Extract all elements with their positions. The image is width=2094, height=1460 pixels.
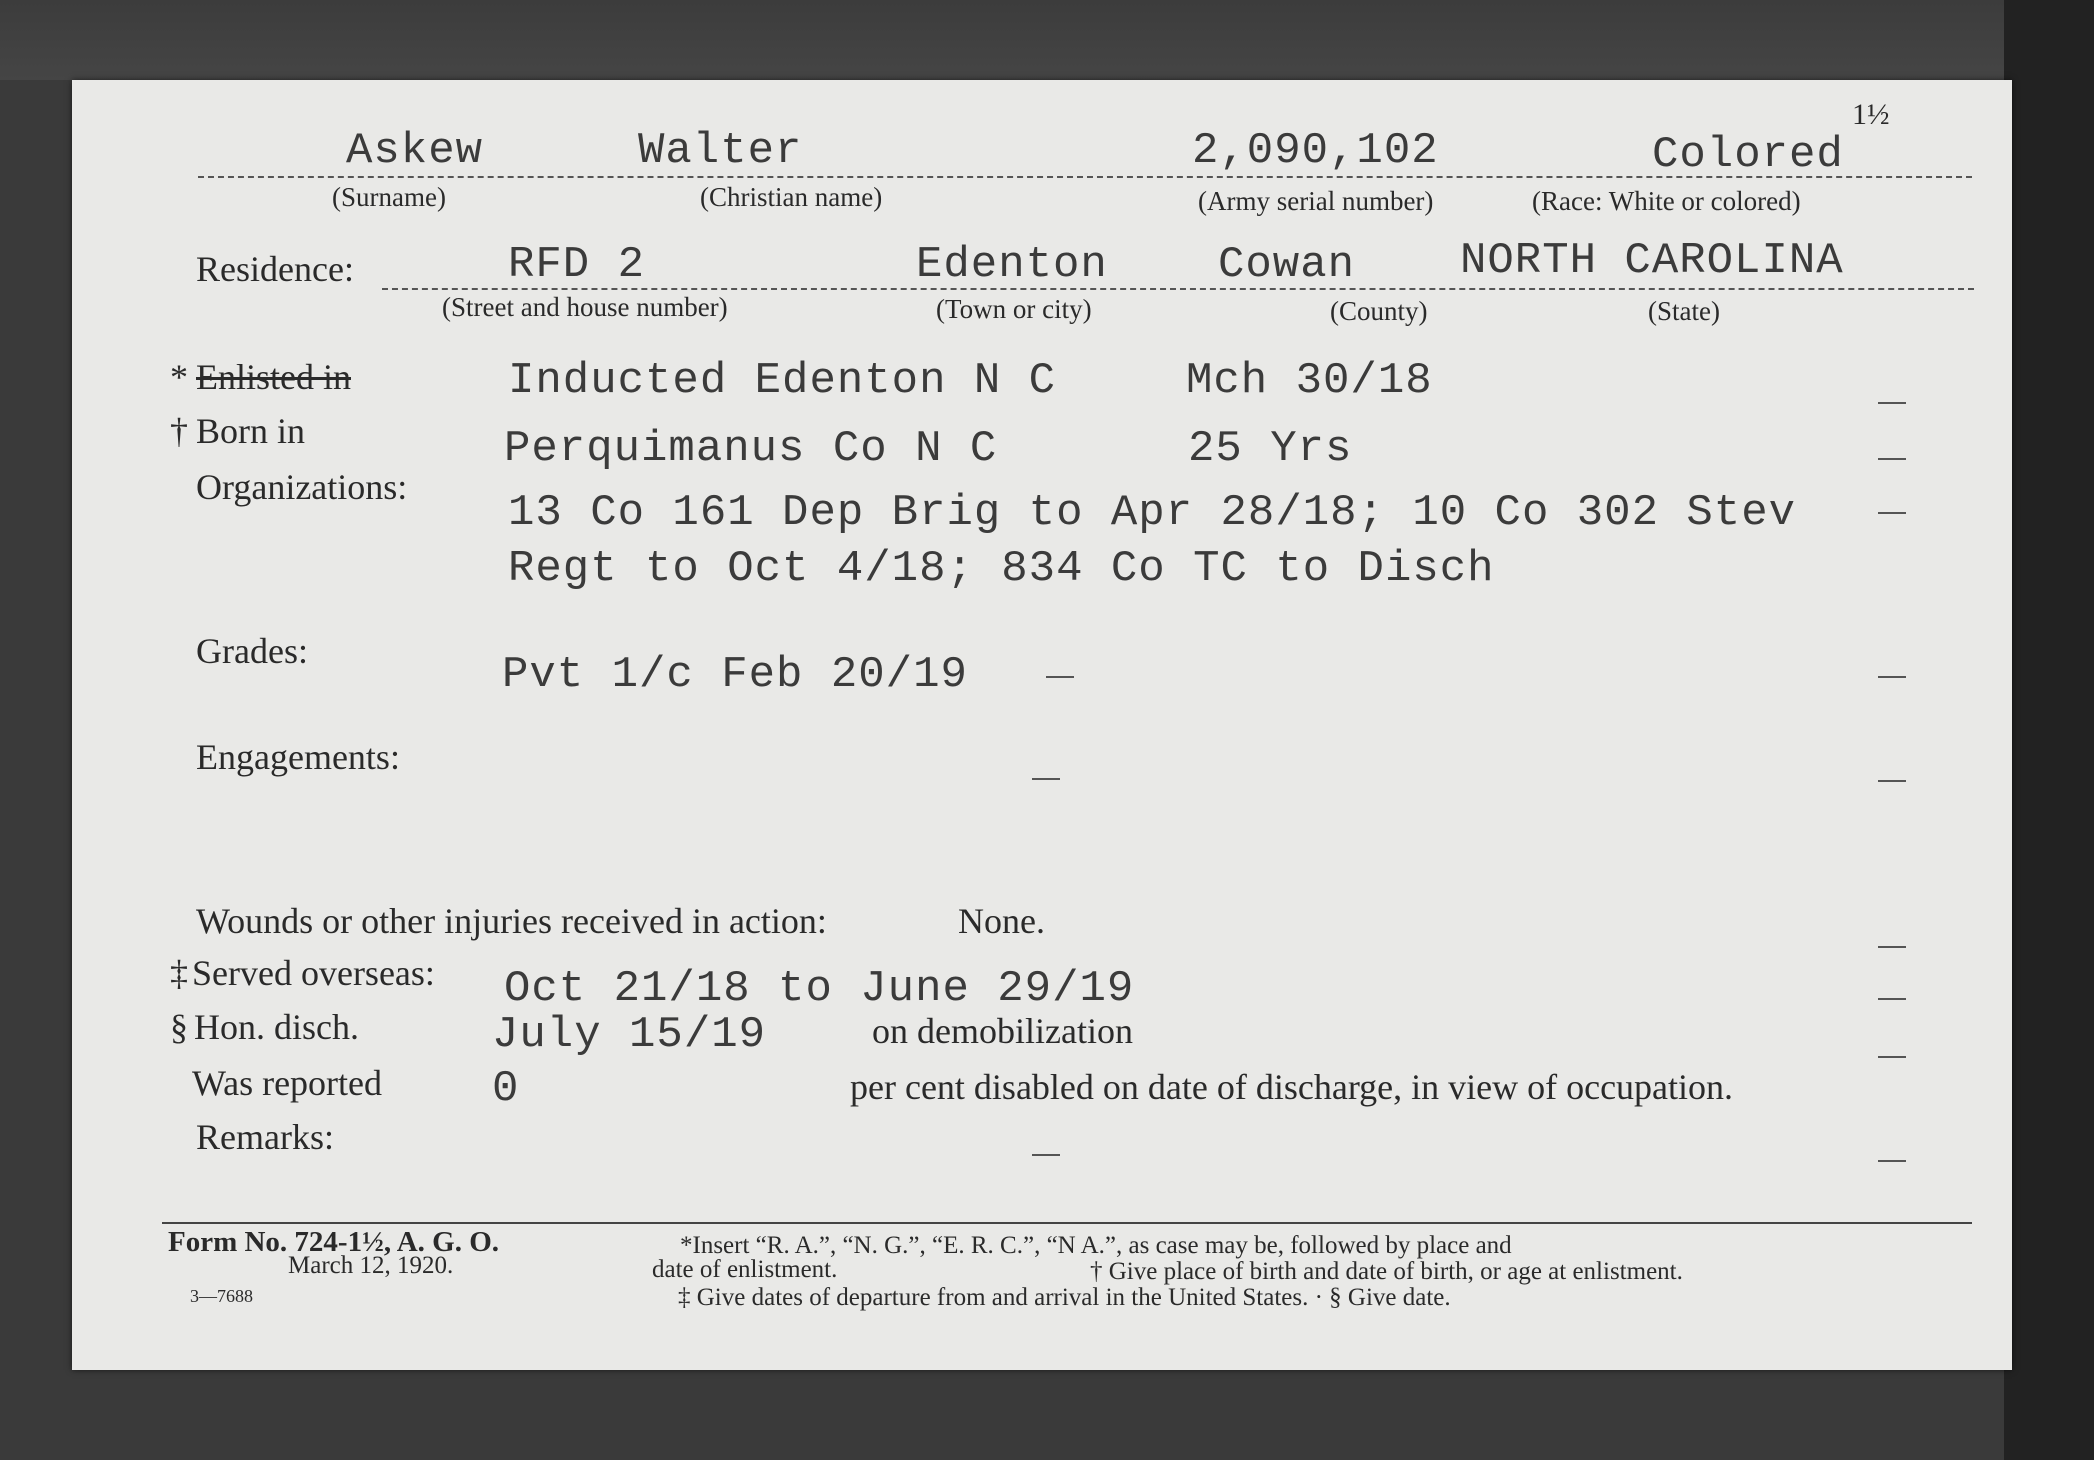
wounds-value: None. <box>958 901 1045 941</box>
christian-name-caption: (Christian name) <box>700 182 883 212</box>
grades-label: Grades: <box>196 631 308 671</box>
discharge-reason: on demobilization <box>872 1011 1133 1051</box>
scan-background-right <box>2004 0 2094 1460</box>
wounds-label: Wounds or other injuries received in action: <box>196 901 827 941</box>
race-value: Colored <box>1652 130 1844 180</box>
enlisted-date: Mch 30/18 <box>1186 356 1433 406</box>
discharge-marker: § <box>170 1007 188 1047</box>
entry-tick <box>1878 998 1906 1000</box>
town-value: Edenton <box>916 240 1108 290</box>
serial-caption: (Army serial number) <box>1198 186 1434 216</box>
born-age: 25 Yrs <box>1188 424 1353 474</box>
surname-value: Askew <box>346 126 484 176</box>
form-number: Form No. 724-1½, A. G. O. <box>168 1226 500 1258</box>
born-place: Perquimanus Co N C <box>504 424 998 474</box>
serial-number-value: 2,090,102 <box>1192 126 1439 176</box>
remarks-label: Remarks: <box>196 1117 334 1157</box>
footer-rule <box>162 1222 1972 1224</box>
grades-value: Pvt 1/c Feb 20/19 <box>502 650 968 700</box>
residence-line <box>382 288 1974 290</box>
discharge-label: Hon. disch. <box>194 1007 359 1047</box>
entry-tick <box>1878 402 1906 404</box>
enlisted-place: Inducted Edenton N C <box>508 356 1057 406</box>
entry-tick <box>1878 946 1906 948</box>
footnote-insert: *Insert “R. A.”, “N. G.”, “E. R. C.”, “N A.”, as case may be, followed by place and <box>680 1232 1512 1259</box>
county-caption: (County) <box>1330 296 1428 326</box>
overseas-value: Oct 21/18 to June 29/19 <box>504 964 1135 1014</box>
service-record-card <box>72 80 2012 1370</box>
form-date: March 12, 1920. <box>288 1252 454 1279</box>
entry-tick <box>1878 1056 1906 1058</box>
name-line <box>198 176 1972 178</box>
state-value: NORTH CAROLINA <box>1460 236 1844 286</box>
enlisted-label: Enlisted in <box>196 357 351 397</box>
disability-label: Was reported <box>192 1063 383 1103</box>
organizations-line-2: Regt to Oct 4/18; 834 Co TC to Disch <box>508 544 1495 594</box>
entry-tick <box>1032 778 1060 780</box>
race-caption: (Race: White or colored) <box>1532 186 1801 216</box>
entry-tick <box>1032 1154 1060 1156</box>
footnote-enlistment: date of enlistment. <box>652 1256 838 1283</box>
entry-tick <box>1878 458 1906 460</box>
print-code: 3—7688 <box>190 1286 253 1306</box>
page-number: 1½ <box>1852 98 1890 131</box>
enlisted-marker: * <box>170 357 188 397</box>
entry-tick <box>1046 676 1074 678</box>
organizations-label: Organizations: <box>196 467 408 507</box>
born-marker: † <box>170 411 188 451</box>
overseas-marker: ‡ <box>170 953 188 993</box>
organizations-line-1: 13 Co 161 Dep Brig to Apr 28/18; 10 Co 302 Stev <box>508 488 1797 538</box>
discharge-date: July 15/19 <box>492 1010 767 1060</box>
engagements-label: Engagements: <box>196 737 400 777</box>
town-caption: (Town or city) <box>936 294 1092 324</box>
christian-name-value: Walter <box>638 126 803 176</box>
state-caption: (State) <box>1648 296 1720 326</box>
entry-tick <box>1878 512 1906 514</box>
surname-caption: (Surname) <box>332 182 446 212</box>
footnote-birth: † Give place of birth and date of birth, or age at enlistment. <box>1090 1258 1683 1285</box>
scan-background-top <box>0 0 2094 80</box>
entry-tick <box>1878 780 1906 782</box>
overseas-label: Served overseas: <box>192 953 435 993</box>
entry-tick <box>1878 676 1906 678</box>
county-value: Cowan <box>1218 240 1356 290</box>
street-caption: (Street and house number) <box>442 292 728 322</box>
disability-suffix: per cent disabled on date of discharge, in view of occupation. <box>850 1067 1734 1107</box>
born-label: Born in <box>196 411 306 451</box>
disability-value: 0 <box>492 1064 520 1114</box>
entry-tick <box>1878 1160 1906 1162</box>
residence-label: Residence: <box>196 249 354 289</box>
street-value: RFD 2 <box>508 240 646 290</box>
footnote-overseas: ‡ Give dates of departure from and arrival in the United States. · § Give date. <box>678 1284 1451 1311</box>
